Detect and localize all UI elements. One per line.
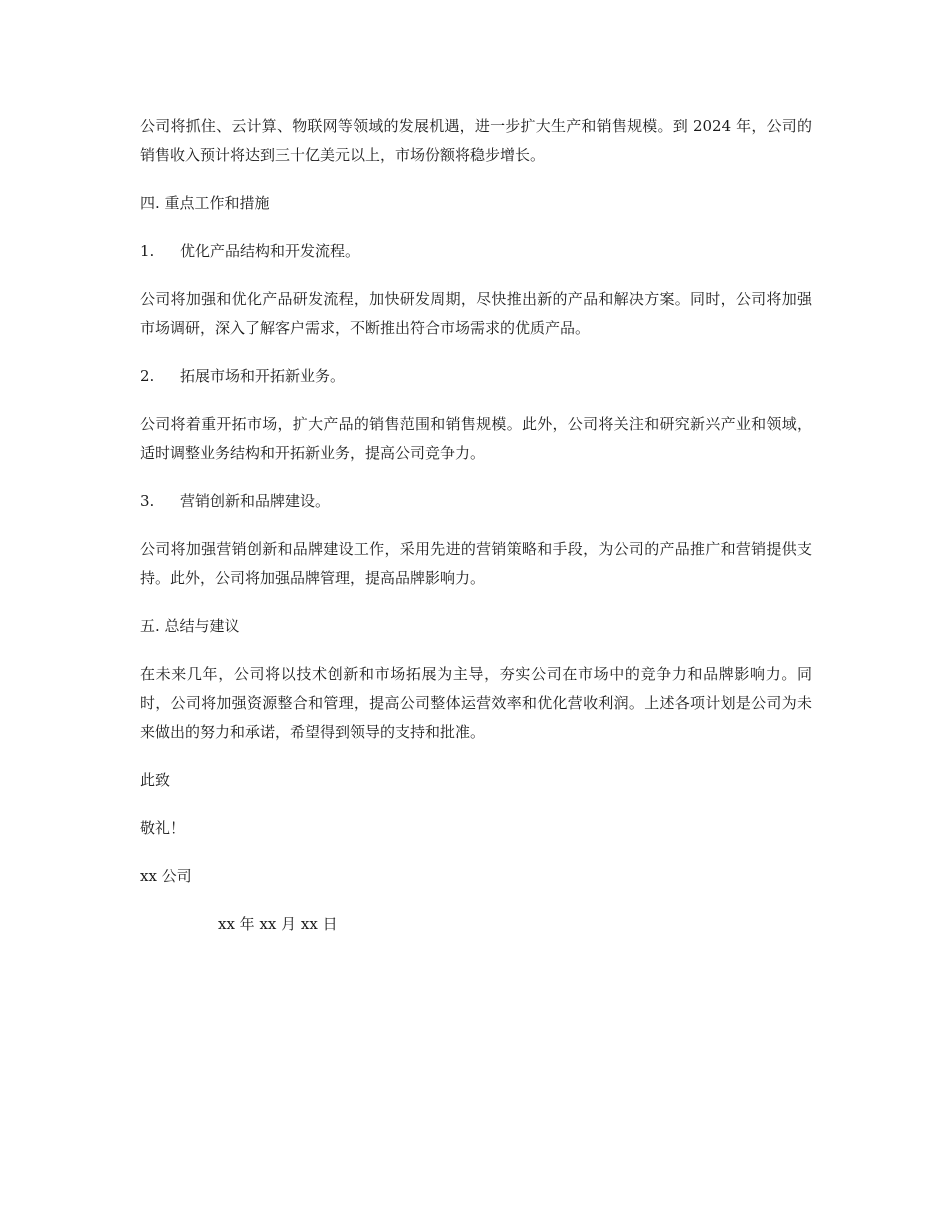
list-item-1-number: 1.: [140, 242, 155, 260]
signature-date: xx 年 xx 月 xx 日: [218, 915, 338, 933]
item-3-paragraph: 公司将加强营销创新和品牌建设工作，采用先进的营销策略和手段，为公司的产品推广和营销提供支持。此外，公司将加强品牌管理，提高品牌影响力。: [140, 540, 812, 587]
item-2-paragraph: 公司将着重开拓市场，扩大产品的销售范围和销售规模。此外，公司将关注和研究新兴产业和领域，适时调整业务结构和开拓新业务，提高公司竞争力。: [140, 415, 812, 462]
closing-greeting-2: 敬礼！: [140, 819, 186, 837]
list-item-2: [140, 362, 812, 391]
list-item-3: [140, 487, 812, 516]
list-item-3-title: 营销创新和品牌建设。: [180, 492, 331, 510]
list-item-2-number: 2.: [140, 367, 155, 385]
document-body: [140, 112, 812, 939]
closing-greeting-1: 此致: [140, 771, 171, 789]
section-4-heading: 四. 重点工作和措施: [140, 194, 270, 212]
intro-paragraph: 公司将抓住、云计算、物联网等领域的发展机遇，进一步扩大生产和销售规模。到 2024 年，公司的销售收入预计将达到三十亿美元以上，市场份额将稳步增长。: [140, 117, 812, 164]
signature-company: xx 公司: [140, 867, 192, 885]
item-1-paragraph: 公司将加强和优化产品研发流程，加快研发周期，尽快推出新的产品和解决方案。同时，公司将加强市场调研，深入了解客户需求，不断推出符合市场需求的优质产品。: [140, 290, 812, 337]
list-item-2-title: 拓展市场和开拓新业务。: [180, 367, 346, 385]
summary-paragraph: 在未来几年，公司将以技术创新和市场拓展为主导，夯实公司在市场中的竞争力和品牌影响力。同时，公司将加强资源整合和管理，提高公司整体运营效率和优化营收利润。上述各项计划是公司为未来做出的努力和承诺，希望得到领导的支持和批准。: [140, 665, 812, 741]
list-item-3-number: 3.: [140, 492, 155, 510]
list-item-1: [140, 237, 812, 266]
section-5-heading: 五. 总结与建议: [140, 617, 240, 635]
list-item-1-title: 优化产品结构和开发流程。: [180, 242, 361, 260]
